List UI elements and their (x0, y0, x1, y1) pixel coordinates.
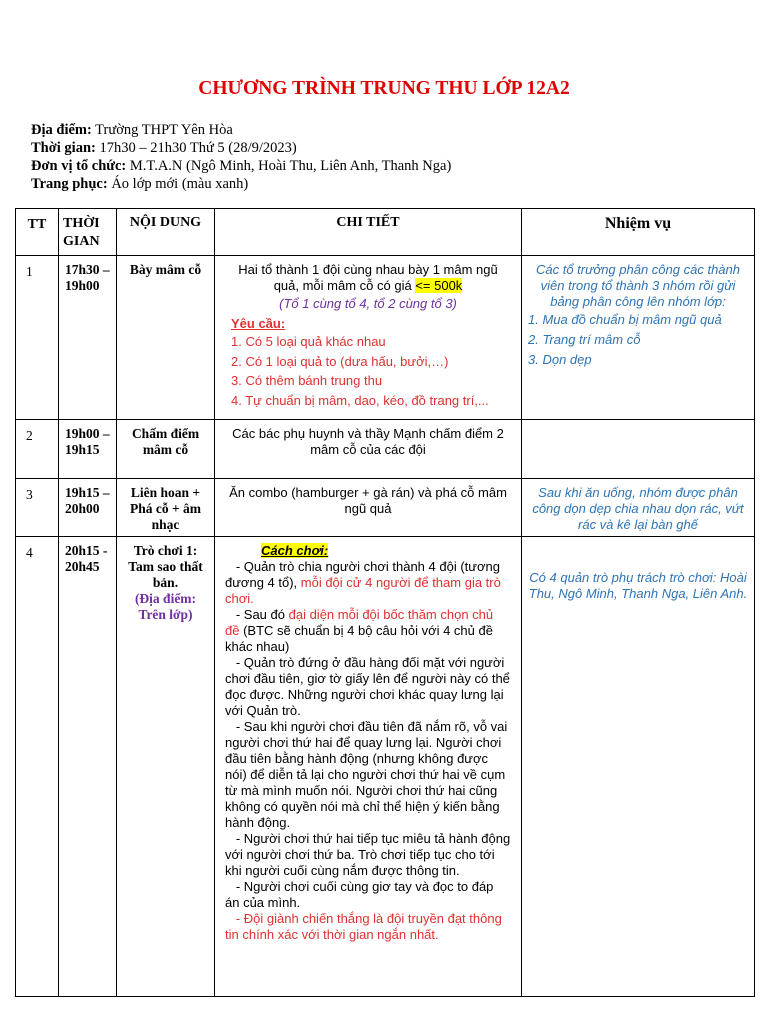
row-4-time (59, 537, 117, 997)
schedule-table (15, 208, 755, 997)
list-item: 4. Tự chuẩn bị mâm, dao, kéo, đồ trang trí,... (231, 392, 489, 408)
header-task: Nhiệm vụ (522, 209, 755, 256)
page-title: CHƯƠNG TRÌNH TRUNG THU LỚP 12A2 (198, 78, 570, 99)
row-1-req-title: Yêu cầu: (231, 316, 286, 331)
table-row (16, 537, 755, 997)
row-1-tt: 1 (16, 256, 59, 420)
row-1-time-start: 17h30 – (65, 262, 110, 277)
time-label: Thời gian: (31, 140, 96, 156)
list-item: 3. Dọn dẹp (528, 352, 592, 367)
dress-value: Áo lớp mới (màu xanh) (107, 176, 249, 192)
time-value: 17h30 – 21h30 Thứ 5 (28/9/2023) (95, 140, 297, 156)
row-4-content (117, 537, 215, 997)
row-4-rule-3: - Quản trò đứng ở đầu hàng đối mặt với người chơi đầu tiên, giơ tờ giấy lên để người này có thể đọc được. Những người chơi khác quay lưng lại với Quản trò. (225, 655, 514, 718)
row-2-task (522, 420, 755, 479)
row-1-detail-note: (Tổ 1 cùng tổ 4, tổ 2 cùng tổ 3) (279, 296, 457, 311)
row-4-rule-5: - Người chơi thứ hai tiếp tục miêu tả hành động với người chơi thứ ba. Trò chơi tiếp tục cho tới khi người cuối cùng nắm được thông tin. (225, 831, 514, 878)
row-3-time-end: 20h00 (65, 501, 100, 516)
row-4-how-title: Cách chơi: (261, 543, 329, 558)
row-3-content: Liên hoan + Phá cỗ + âm nhạc (117, 479, 215, 537)
time-line (31, 139, 451, 157)
dress-label: Trang phục: (31, 176, 108, 192)
row-4-tt: 4 (16, 537, 59, 997)
row-3-task: Sau khi ăn uống, nhóm được phân công dọn dẹp chia nhau dọn rác, vứt rác và kê lại bàn ghế (522, 479, 755, 537)
table-header-row (16, 209, 755, 256)
row-1-req-list (231, 332, 511, 410)
organizer-label: Đơn vị tổ chức: (31, 158, 127, 174)
table-row (16, 420, 755, 479)
header-detail: CHI TIẾT (215, 209, 522, 256)
header-content: NỘI DUNG (117, 209, 215, 256)
organizer-value: M.T.A.N (Ngô Minh, Hoài Thu, Liên Anh, Thanh Nga) (126, 158, 452, 174)
row-1-task-list (528, 310, 748, 370)
row-4-task: Có 4 quản trò phụ trách trò chơi: Hoài Thu, Ngô Minh, Thanh Nga, Liên Anh. (522, 537, 755, 997)
row-3-time-start: 19h15 – (65, 485, 110, 500)
table-row (16, 256, 755, 420)
row-3-detail: Ăn combo (hamburger + gà rán) và phá cỗ mâm ngũ quả (215, 479, 522, 537)
row-1-detail-intro-text: Hai tổ thành 1 đội cùng nhau bày 1 mâm ngũ quả, mỗi mâm cỗ có giá (238, 262, 498, 293)
row-4-rule-1-highlight: mỗi đội cử 4 người để tham gia trò chơi. (225, 575, 505, 606)
list-item: 3. Có thêm bánh trung thu (231, 373, 383, 388)
row-1-detail-price: <= 500k (415, 278, 463, 293)
row-4-rule-2 (225, 607, 511, 655)
event-info (31, 121, 451, 193)
row-4-rule-4: - Sau khi người chơi đầu tiên đã nắm rõ, vỗ vai người chơi thứ hai để quay lưng lại. Người chơi đầu tiên bằng hành động (nhưng không được nói) để diễn tả lại cho người chơi thứ hai về cụm từ mà mình muốn nói. Người chơi thứ hai cũng không có quyền nói mà chỉ thể hiện ý kiến bằng hành động. (225, 719, 511, 830)
header-time-1: THỜI (63, 216, 100, 231)
row-4-time-end: 20h45 (65, 559, 100, 574)
table-row (16, 479, 755, 537)
row-1-content: Bày mâm cỗ (117, 256, 215, 420)
row-1-time (59, 256, 117, 420)
row-4-rule-2-text: - Sau đó (225, 607, 289, 622)
header-time (59, 209, 117, 256)
row-4-rule-1 (225, 559, 511, 607)
row-4-rule-2-highlight: đại diện mỗi đội bốc thăm chọn chủ đề (225, 607, 497, 638)
row-2-time-end: 19h15 (65, 442, 100, 457)
row-3-time (59, 479, 117, 537)
row-4-detail (215, 537, 522, 997)
row-4-game-location: (Địa điểm: Trên lớp) (134, 591, 197, 622)
row-2-tt: 2 (16, 420, 59, 479)
row-4-game-name: Trò chơi 1: Tam sao thất bản. (128, 543, 203, 590)
row-4-rule-7: - Đội giành chiến thắng là đội truyền đạt thông tin chính xác với thời gian ngắn nhất. (225, 911, 506, 942)
row-1-detail-intro (225, 262, 511, 294)
header-tt: TT (16, 209, 59, 256)
row-4-rule-2-note: (BTC sẽ chuẩn bị 4 bộ câu hỏi với 4 chủ đề khác nhau) (225, 623, 497, 654)
dress-line (31, 175, 451, 193)
row-2-detail: Các bác phụ huynh và thầy Mạnh chấm điểm 2 mâm cỗ của các đội (215, 420, 522, 479)
organizer-line (31, 157, 451, 175)
list-item: 2. Trang trí mâm cỗ (528, 332, 641, 347)
row-2-content: Chấm điểm mâm cỗ (117, 420, 215, 479)
header-time-2: GIAN (63, 234, 100, 249)
row-1-task (522, 256, 755, 420)
location-line (31, 121, 451, 139)
row-1-task-intro: Các tổ trưởng phân công các thành viên trong tổ thành 3 nhóm rồi gửi bảng phân công lên nhóm lớp: (535, 262, 740, 309)
row-4-time-start: 20h15 - (65, 543, 108, 558)
location-value: Trường THPT Yên Hòa (91, 122, 233, 138)
row-1-detail (215, 256, 522, 420)
row-2-time-start: 19h00 – (65, 426, 110, 441)
row-2-time (59, 420, 117, 479)
location-label: Địa điểm: (31, 122, 92, 138)
list-item: 2. Có 1 loại quả to (dưa hấu, bưởi,…) (231, 353, 449, 369)
row-1-time-end: 19h00 (65, 278, 100, 293)
list-item: 1. Có 5 loại quả khác nhau (231, 334, 386, 349)
list-item: 1. Mua đồ chuẩn bị mâm ngũ quả (528, 312, 722, 327)
row-3-tt: 3 (16, 479, 59, 537)
row-4-rule-6: - Người chơi cuối cùng giơ tay và đọc to đáp án của mình. (225, 879, 498, 910)
row-4-rule-1-text: - Quản trò chia người chơi thành 4 đội (tương đương 4 tổ), (225, 559, 504, 590)
row-4-how-title-wrap (261, 543, 511, 559)
